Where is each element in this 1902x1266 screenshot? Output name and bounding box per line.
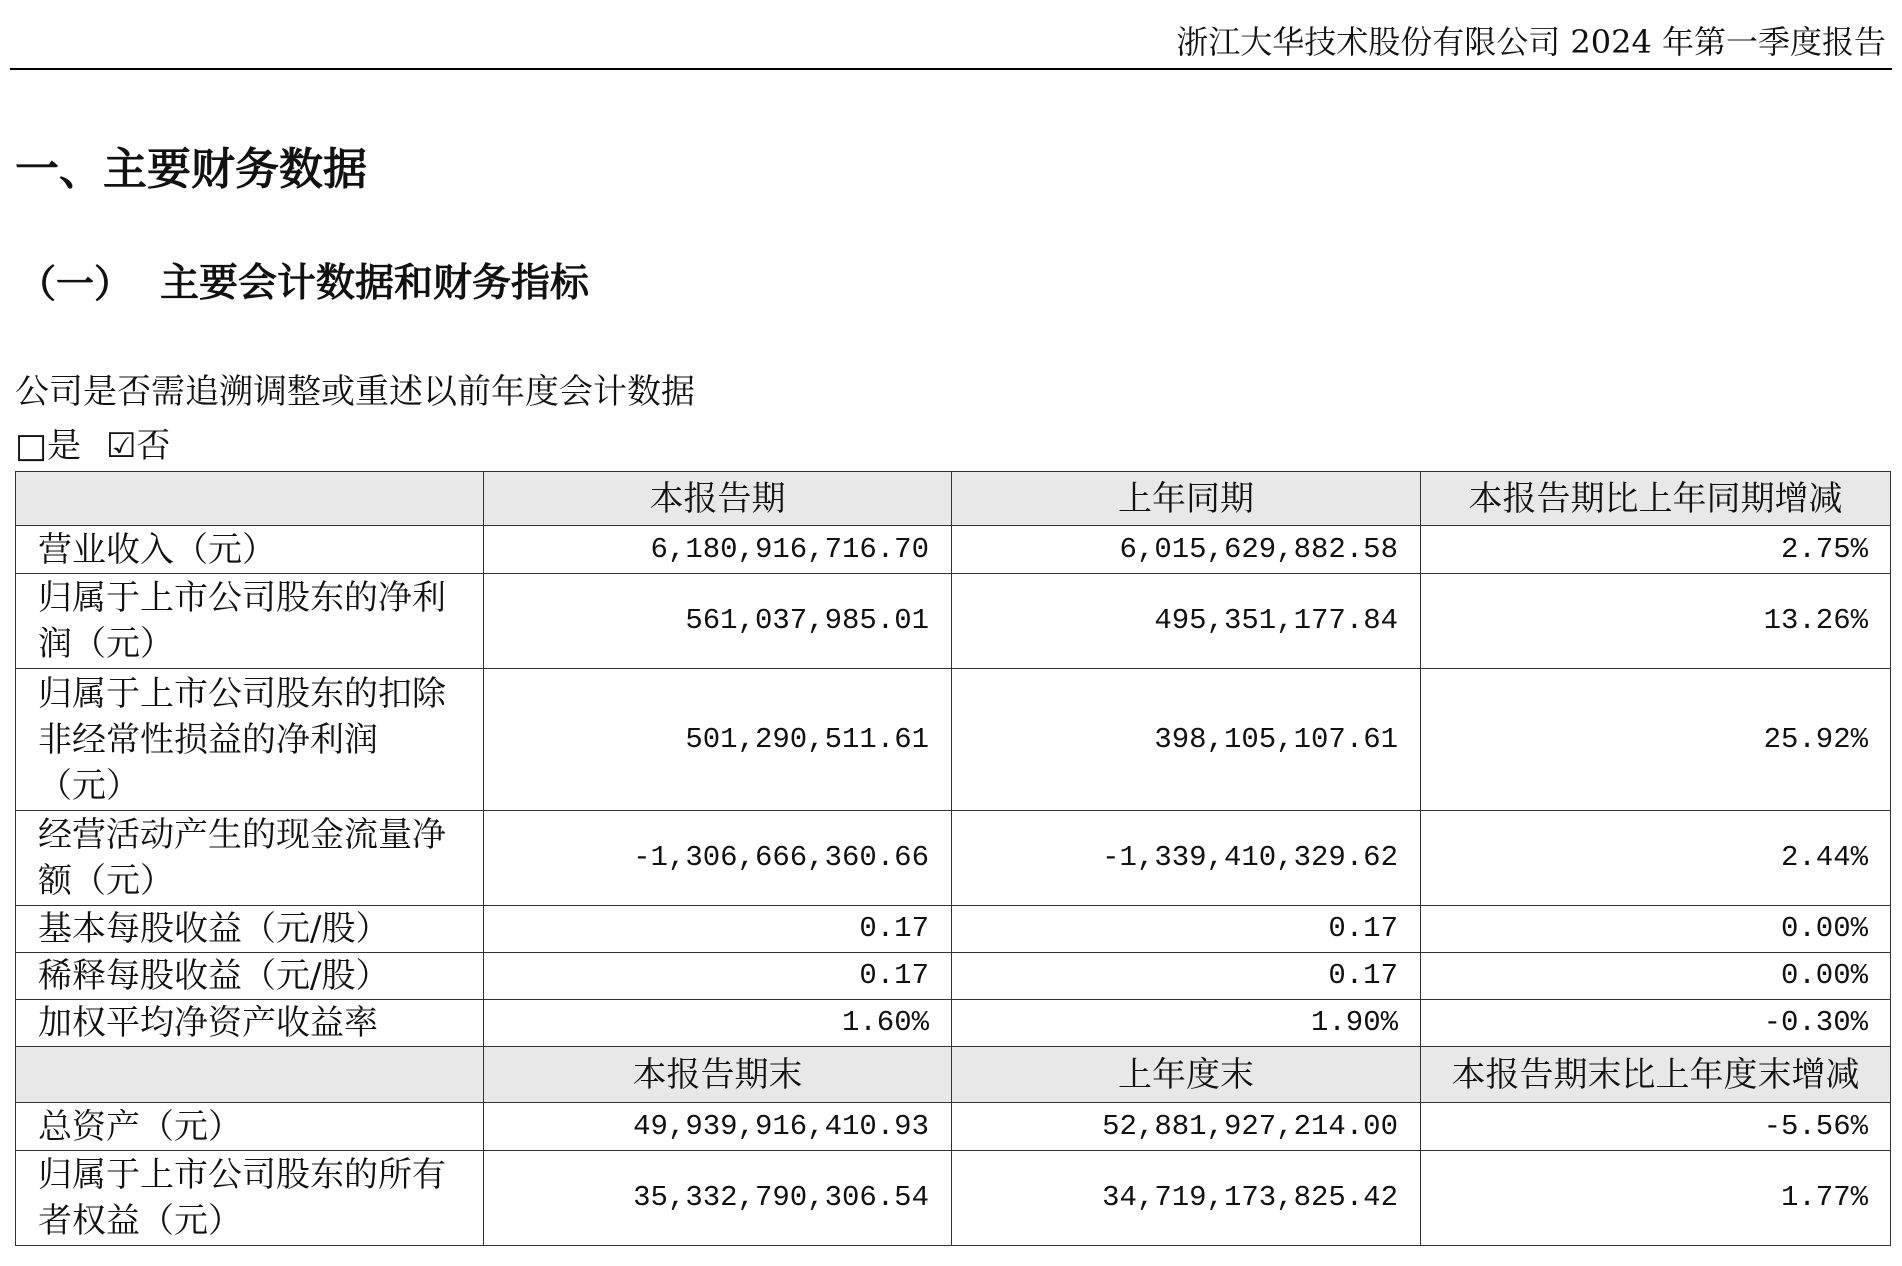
table-row bbox=[16, 1000, 1891, 1047]
column-header-prior-year-end: 上年度末 bbox=[952, 1047, 1421, 1103]
prior-value-cell: 52,881,927,214.00 bbox=[952, 1103, 1421, 1151]
current-value-cell: -1,306,666,360.66 bbox=[484, 811, 952, 906]
no-label: 否 bbox=[136, 426, 171, 466]
current-value-cell: 1.60% bbox=[484, 1000, 952, 1047]
row-label-cell bbox=[16, 1000, 484, 1047]
row-label: 营业收入（元） bbox=[38, 529, 276, 570]
table-row bbox=[16, 811, 1891, 906]
row-label: 加权平均净资产收益率 bbox=[38, 1003, 378, 1043]
prior-value-cell: 0.17 bbox=[952, 906, 1421, 953]
restatement-question: 公司是否需追溯调整或重述以前年度会计数据 bbox=[15, 372, 695, 412]
prior-value-cell: -1,339,410,329.62 bbox=[952, 811, 1421, 906]
row-label-cell bbox=[16, 953, 484, 1000]
row-label: 总资产（元） bbox=[38, 1106, 242, 1147]
prior-value-cell: 0.17 bbox=[952, 953, 1421, 1000]
change-value-cell: 1.77% bbox=[1421, 1151, 1891, 1246]
change-value-cell: 2.75% bbox=[1421, 526, 1891, 574]
restatement-yes-option bbox=[15, 426, 81, 466]
table-row bbox=[16, 526, 1891, 574]
current-value-cell: 49,939,916,410.93 bbox=[484, 1103, 952, 1151]
column-header-current-period: 本报告期 bbox=[484, 472, 952, 526]
table-row bbox=[16, 669, 1891, 811]
yes-label: 是 bbox=[47, 426, 82, 466]
current-value-cell: 0.17 bbox=[484, 906, 952, 953]
current-value-cell: 35,332,790,306.54 bbox=[484, 1151, 952, 1246]
change-value-cell: 13.26% bbox=[1421, 574, 1891, 669]
row-label: 稀释每股收益（元/股） bbox=[38, 956, 390, 996]
row-label: 归属于上市公司股东的所有者权益（元） bbox=[38, 1155, 446, 1241]
report-header-title: 浙江大华技术股份有限公司 2024 年第一季度报告 bbox=[1176, 23, 1886, 61]
row-label: 归属于上市公司股东的净利润（元） bbox=[38, 578, 446, 664]
restatement-no-option bbox=[106, 426, 170, 466]
row-label-cell bbox=[16, 1103, 484, 1151]
section-title: 一、主要财务数据 bbox=[15, 144, 367, 195]
change-value-cell: -0.30% bbox=[1421, 1000, 1891, 1047]
subsection-title: 主要会计数据和财务指标 bbox=[160, 261, 590, 306]
change-value-cell: 2.44% bbox=[1421, 811, 1891, 906]
prior-value-cell: 1.90% bbox=[952, 1000, 1421, 1047]
empty-header-cell bbox=[16, 1047, 484, 1103]
table-row bbox=[16, 906, 1891, 953]
prior-value-cell: 495,351,177.84 bbox=[952, 574, 1421, 669]
unchecked-box-icon: □ bbox=[15, 426, 48, 466]
header-rule bbox=[10, 68, 1892, 70]
current-value-cell: 0.17 bbox=[484, 953, 952, 1000]
change-value-cell: -5.56% bbox=[1421, 1103, 1891, 1151]
period-header-row bbox=[16, 472, 1891, 526]
column-header-period-end-change: 本报告期末比上年度末增减 bbox=[1421, 1047, 1891, 1103]
change-value-cell: 0.00% bbox=[1421, 953, 1891, 1000]
row-label-cell bbox=[16, 1151, 484, 1246]
key-financial-data-table bbox=[15, 471, 1891, 1246]
prior-value-cell: 6,015,629,882.58 bbox=[952, 526, 1421, 574]
row-label-cell bbox=[16, 574, 484, 669]
current-value-cell: 501,290,511.61 bbox=[484, 669, 952, 811]
current-value-cell: 561,037,985.01 bbox=[484, 574, 952, 669]
row-label: 经营活动产生的现金流量净额（元） bbox=[38, 815, 446, 901]
row-label: 归属于上市公司股东的扣除非经常性损益的净利润（元） bbox=[38, 673, 446, 806]
checked-box-icon: ☑ bbox=[105, 426, 137, 466]
current-value-cell: 6,180,916,716.70 bbox=[484, 526, 952, 574]
prior-value-cell: 398,105,107.61 bbox=[952, 669, 1421, 811]
table-row bbox=[16, 953, 1891, 1000]
prior-value-cell: 34,719,173,825.42 bbox=[952, 1151, 1421, 1246]
table-row bbox=[16, 1151, 1891, 1246]
row-label-cell bbox=[16, 526, 484, 574]
restatement-choices bbox=[15, 426, 184, 466]
column-header-prior-period: 上年同期 bbox=[952, 472, 1421, 526]
row-label: 基本每股收益（元/股） bbox=[38, 909, 390, 949]
table-row bbox=[16, 574, 1891, 669]
row-label-cell bbox=[16, 669, 484, 811]
change-value-cell: 25.92% bbox=[1421, 669, 1891, 811]
row-label-cell bbox=[16, 906, 484, 953]
column-header-period-change: 本报告期比上年同期增减 bbox=[1421, 472, 1891, 526]
balance-header-row bbox=[16, 1047, 1891, 1103]
column-header-period-end: 本报告期末 bbox=[484, 1047, 952, 1103]
change-value-cell: 0.00% bbox=[1421, 906, 1891, 953]
empty-header-cell bbox=[16, 472, 484, 526]
row-label-cell bbox=[16, 811, 484, 906]
table-row bbox=[16, 1103, 1891, 1151]
subsection-number: （一） bbox=[18, 262, 133, 306]
